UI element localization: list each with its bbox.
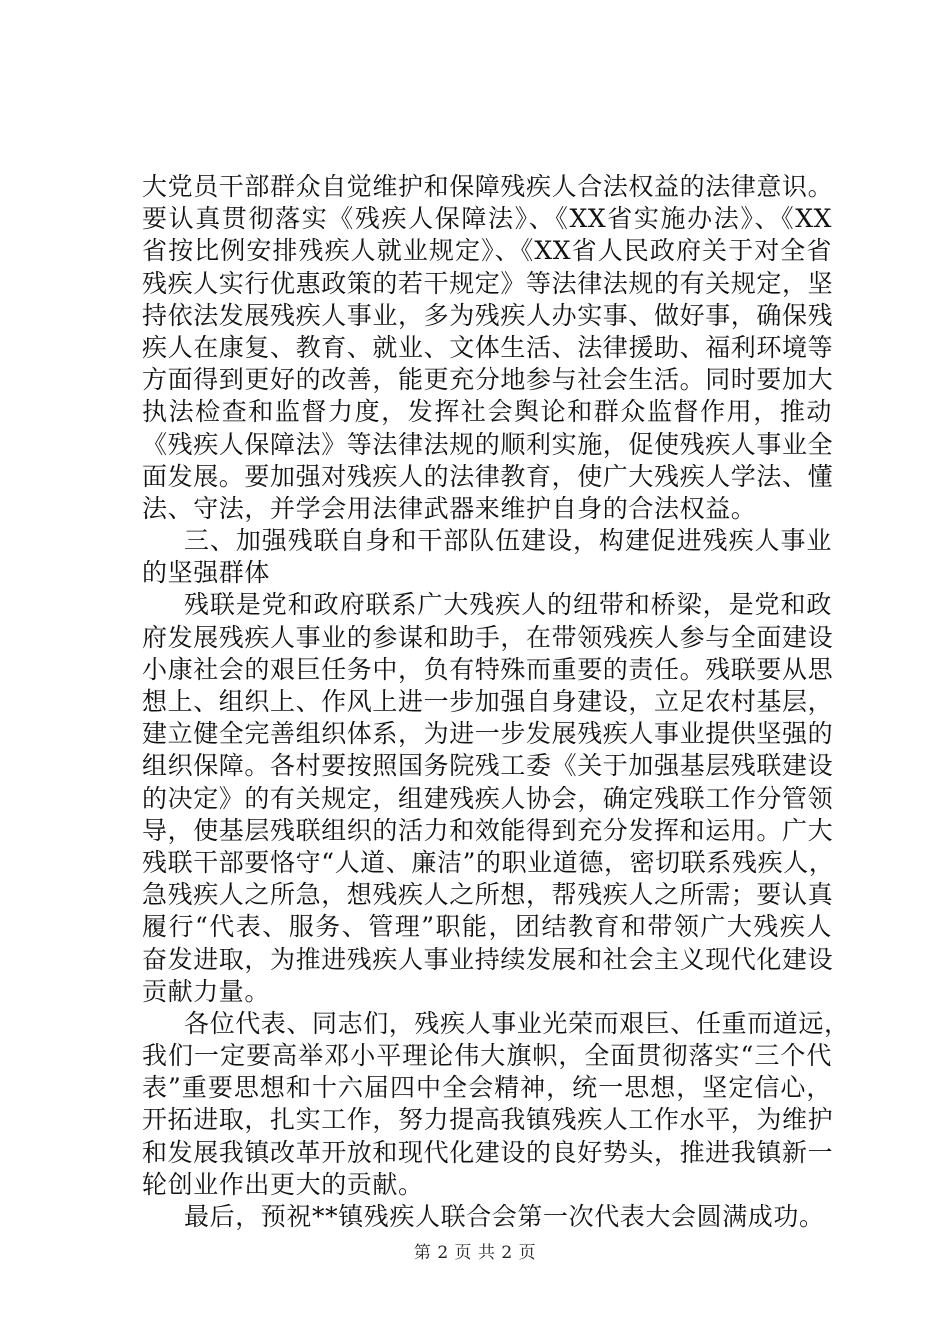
text-line: 导，使基层残联组织的活力和效能得到充分发挥和运用。广大 (142, 815, 834, 845)
text-line: 执法检查和监督力度，发挥社会舆论和群众监督作用，推动 (142, 397, 832, 427)
text-line: 奋发进取，为推进残疾人事业持续发展和社会主义现代化建设 (142, 944, 834, 974)
text-line: 想上、组织上、作风上进一步加强自身建设，立足农村基层， (142, 687, 834, 716)
text-line: 残疾人实行优惠政策的若干规定》等法律法规的有关规定，坚 (142, 268, 834, 298)
text-line: 法、守法，并学会用法律武器来维护自身的合法权益。 (142, 493, 757, 523)
document-body (142, 171, 850, 1233)
text-line: 残联干部要恪守“人道、廉洁”的职业道德，密切联系残疾人， (142, 847, 835, 877)
text-line: 建立健全完善组织体系，为进一步发展残疾人事业提供坚强的 (142, 719, 834, 749)
text-line: 我们一定要高举邓小平理论伟大旗帜，全面贯彻落实“三个代 (142, 1041, 832, 1071)
text-line: 贡献力量。 (142, 976, 271, 1006)
text-line: 要认真贯彻落实《残疾人保障法》、《XX省实施办法》、《XX (142, 204, 832, 234)
text-line: 急残疾人之所急，想残疾人之所想，帮残疾人之所需；要认真 (142, 880, 834, 910)
text-line: 轮创业作出更大的贡献。 (142, 1169, 424, 1199)
text-line: 和发展我镇改革开放和现代化建设的良好势头，推进我镇新一 (142, 1137, 834, 1167)
text-line: 面发展。要加强对残疾人的法律教育，使广大残疾人学法、懂 (142, 461, 834, 491)
section-heading-continued: 的坚强群体 (142, 558, 271, 588)
text-line: 开拓进取，扎实工作，努力提高我镇残疾人工作水平，为维护 (142, 1105, 834, 1135)
text-line: 小康社会的艰巨任务中，负有特殊而重要的责任。残联要从思 (142, 654, 834, 684)
text-line: 《残疾人保障法》等法律法规的顺利实施，促使残疾人事业全 (142, 429, 834, 459)
text-line: 方面得到更好的改善，能更充分地参与社会生活。同时要加大 (142, 365, 834, 395)
text-line: 履行“代表、服务、管理”职能，团结教育和带领广大残疾人 (142, 912, 832, 942)
text-line: 的决定》的有关规定，组建残疾人协会，确定残联工作分管领 (142, 783, 834, 813)
text-line: 省按比例安排残疾人就业规定》、《XX省人民政府关于对全省 (142, 236, 832, 266)
text-line: 疾人在康复、教育、就业、文体生活、法律援助、福利环境等 (142, 332, 834, 362)
text-line: 大党员干部群众自觉维护和保障残疾人合法权益的法律意识。 (142, 172, 834, 201)
text-line: 表”重要思想和十六届四中全会精神，统一思想，坚定信心， (142, 1073, 832, 1103)
text-line: 组织保障。各村要按照国务院残工委《关于加强基层残联建设 (142, 751, 834, 781)
paragraph-start-line: 各位代表、同志们，残疾人事业光荣而艰巨、任重而道远， (184, 1008, 850, 1038)
page-number-footer: 第 2 页 共 2 页 (413, 1243, 537, 1263)
text-line: 府发展残疾人事业的参谋和助手，在带领残疾人参与全面建设 (142, 622, 834, 652)
paragraph-start-line: 残联是党和政府联系广大残疾人的纽带和桥梁，是党和政 (184, 590, 832, 620)
section-heading: 三、加强残联自身和干部队伍建设，构建促进残疾人事业 (184, 526, 832, 556)
text-line: 持依法发展残疾人事业，多为残疾人办实事、做好事，确保残 (142, 300, 834, 330)
closing-line: 最后，预祝**镇残疾人联合会第一次代表大会圆满成功。 (184, 1202, 825, 1231)
